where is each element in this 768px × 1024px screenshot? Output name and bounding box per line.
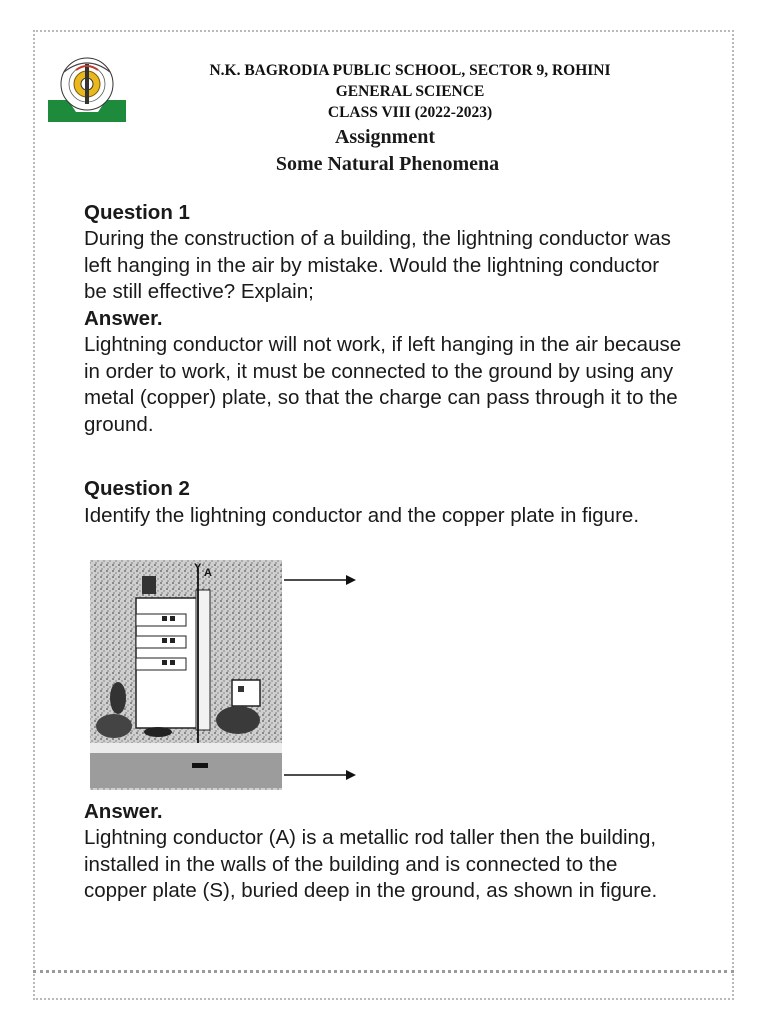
answer-2-text: Lightning conductor (A) is a metallic rod taller then the building, installed in the walls of the building and is connected to the copper plate (S), buried deep in the ground, as shown in figure. <box>84 826 658 902</box>
question-2-text: Identify the lightning conductor and the copper plate in figure. <box>84 504 640 527</box>
assignment-title: Assignment <box>334 126 435 148</box>
answer-1-text: Lightning conductor will not work, if left hanging in the air because in order to work, it must be connected to the ground by using any metal (copper) plate, so that the charge can pass through it to the ground. <box>84 333 682 436</box>
label-a: A <box>204 567 212 579</box>
school-logo <box>46 52 128 124</box>
bottom-divider <box>33 970 734 973</box>
copper-plate <box>192 763 208 768</box>
school-name: N.K. BAGRODIA PUBLIC SCHOOL, SECTOR 9, ROHINI <box>209 62 611 79</box>
question-2-label: Question 2 <box>84 477 190 500</box>
answer-1-label: Answer. <box>84 307 163 330</box>
class-heading: CLASS VIII (2022-2023) <box>327 104 493 121</box>
topic-title: Some Natural Phenomena <box>275 153 500 175</box>
svg-text:Y: Y <box>194 562 202 574</box>
subject-heading: GENERAL SCIENCE <box>335 83 485 100</box>
question-1-text: During the construction of a building, the lightning conductor was left hanging in the air by mistake. Would the lightning conductor be still effective? Explain; <box>84 227 671 303</box>
answer-2-label: Answer. <box>84 800 163 823</box>
lightning-conductor-figure <box>88 558 360 794</box>
question-1-label: Question 1 <box>84 201 190 224</box>
